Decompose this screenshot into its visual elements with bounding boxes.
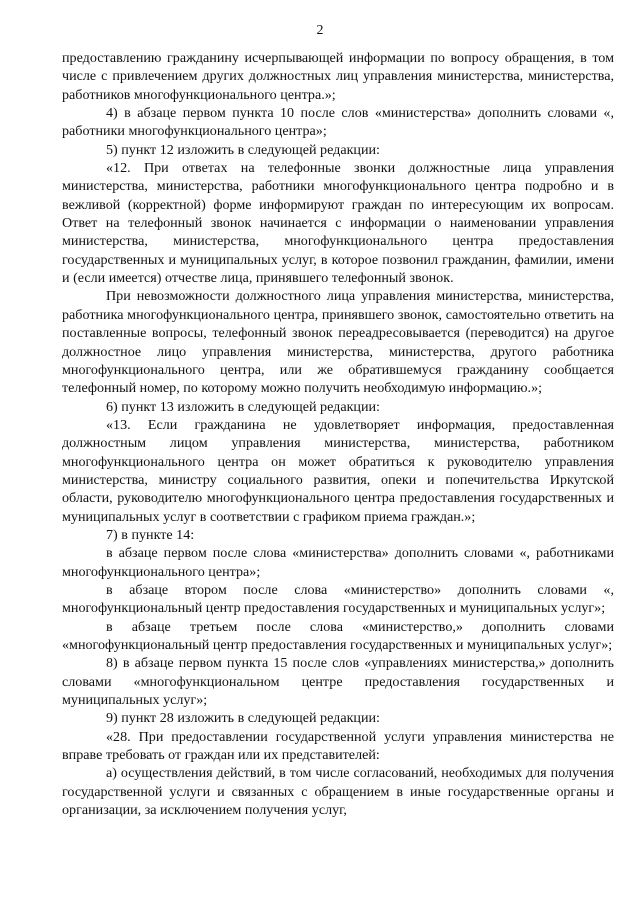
- paragraph: «13. Если гражданина не удовлетворяет информация, предоставленная должностным лицом управления министерства, министерства, работником многофункционального центра он может обратиться к руководителю управления министерства, министру социального развития, опеки и попечительства Иркутской области, руководителю многофункционального центра предоставления государственных и муниципальных услуг в соответствии с графиком приема граждан.»;: [62, 416, 614, 525]
- paragraph: 9) пункт 28 изложить в следующей редакции:: [106, 710, 380, 727]
- paragraph: 8) в абзаце первом пункта 15 после слов «управлениях министерства,» дополнить словами «многофункциональном центре предоставления государственных и муниципальных услуг»;: [62, 655, 614, 709]
- paragraph: в абзаце первом после слова «министерства» дополнить словами «, работниками многофункционального центра»;: [62, 545, 614, 580]
- paragraph: «12. При ответах на телефонные звонки должностные лица управления министерства, министерства, работники многофункционального центра подробно и в вежливой (корректной) форме информируют граждан по интересующим их вопросам. Ответ на телефонный звонок начинается с информации о наименовании управления министерства, министерства, многофункционального центра предоставления государственных и муниципальных услуг, в которое позвонил гражданин, фамилии, имени и (если имеется) отчестве лица, принявшего телефонный звонок.: [62, 160, 614, 287]
- paragraph: 4) в абзаце первом пункта 10 после слов «министерства» дополнить словами «, работники многофункционального центра»;: [62, 105, 614, 140]
- paragraph: «28. При предоставлении государственной услуги управления министерства не вправе требовать от граждан или их представителей:: [62, 728, 614, 764]
- paragraph: 7) в пункте 14:: [106, 526, 195, 543]
- paragraph: 6) пункт 13 изложить в следующей редакции:: [106, 398, 380, 415]
- page-number: 2: [316, 23, 324, 38]
- document-body: [62, 49, 614, 819]
- paragraph: предоставлению гражданину исчерпывающей информации по вопросу обращения, в том числе с привлечением других должностных лиц управления министерства, министерства, работников многофункционального центра.»;: [62, 50, 614, 103]
- paragraph: в абзаце третьем после слова «министерство,» дополнить словами «многофункциональный центр предоставления государственных и муниципальных услуг»;: [62, 618, 614, 653]
- paragraph: 5) пункт 12 изложить в следующей редакции:: [106, 141, 380, 158]
- paragraph: При невозможности должностного лица управления министерства, министерства, работника многофункционального центра, принявшего звонок, самостоятельно ответить на поставленные вопросы, телефонный звонок переадресовывается (переводится) на другое должностное лицо управления министерства, министерства, другого работника многофункционального центра, или же обратившемуся гражданину сообщается телефонный номер, по которому можно получить необходимую информацию.»;: [62, 288, 614, 397]
- paragraph: а) осуществления действий, в том числе согласований, необходимых для получения государственной услуги и связанных с обращением в иные государственные органы и организации, за исключением получения услуг,: [62, 765, 614, 819]
- paragraph: в абзаце втором после слова «министерство» дополнить словами «, многофункциональный центр предоставления государственных и муниципальных услуг»;: [62, 581, 614, 617]
